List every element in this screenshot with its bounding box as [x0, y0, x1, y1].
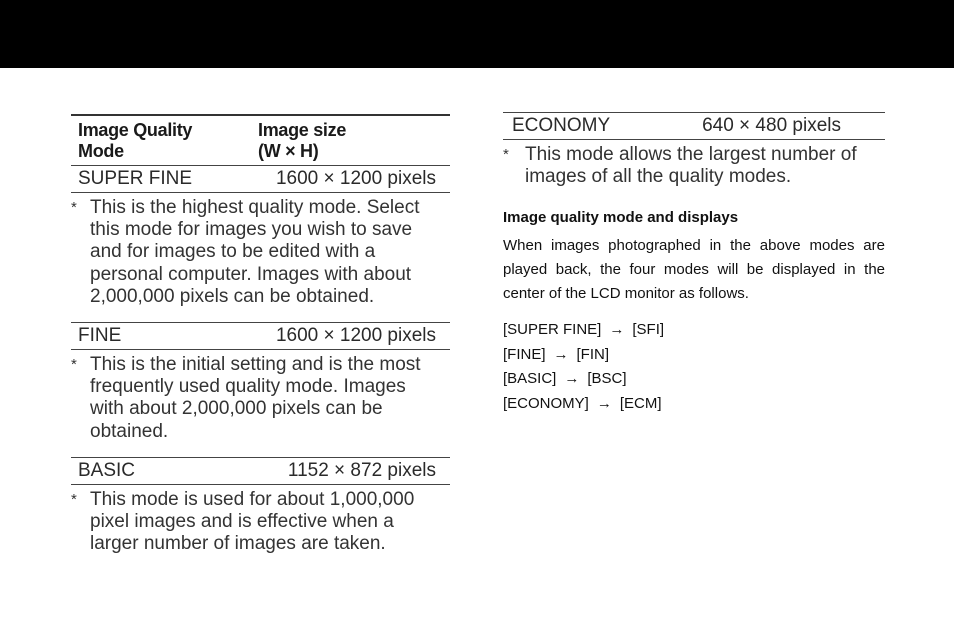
- mode-name: FINE: [78, 325, 122, 347]
- mode-size: 1600 × 1200 pixels: [275, 168, 436, 189]
- mode-size: 1600 × 1200 pixels: [275, 325, 436, 347]
- section-title: Image quality mode and displays: [503, 209, 739, 227]
- mode-size: 1152 × 872 pixels: [287, 459, 436, 481]
- mode-row-fine: [71, 323, 450, 349]
- note-marker: *: [71, 199, 77, 216]
- mode-note-fine: * This is the initial setting and is the most frequently used quality mode. Images with about 2,000,000 pixels can be obtained.: [71, 354, 421, 442]
- table-header: [71, 116, 450, 165]
- mapping-item: [SUPER FINE] → [SFI]: [503, 318, 885, 343]
- note-marker: *: [503, 146, 509, 163]
- mode-name: ECONOMY: [512, 115, 611, 136]
- mapping-item: [ECONOMY] → [ECM]: [503, 392, 885, 417]
- arrow-right-icon: →: [609, 321, 625, 339]
- mode-row-economy: [503, 113, 885, 139]
- arrow-right-icon: →: [553, 345, 569, 363]
- arrow-right-icon: →: [596, 394, 612, 412]
- mode-row-basic: [71, 458, 450, 484]
- header-quality-mode: Image Quality Mode: [78, 120, 193, 161]
- quality-table-right: [503, 112, 885, 416]
- note-marker: *: [71, 356, 77, 374]
- mapping-item: [BASIC] → [BSC]: [503, 367, 885, 392]
- quality-table-left: [71, 114, 450, 555]
- mapping-item: [FINE] → [FIN]: [503, 343, 885, 368]
- header-image-size: Image size (W × H): [258, 120, 347, 161]
- mode-note-economy: * This mode allows the largest number of images of all the quality modes.: [503, 144, 857, 188]
- mode-name: BASIC: [78, 459, 136, 481]
- top-black-bar: [0, 0, 954, 68]
- mode-note-basic: * This mode is used for about 1,000,000 pixel images and is effective when a larger number of images are taken.: [71, 488, 415, 555]
- mode-note-super-fine: * This is the highest quality mode. Select this mode for images you wish to save and for images to be edited with a personal computer. Images with about 2,000,000 pixels can be obtained.: [71, 197, 420, 307]
- note-marker: *: [71, 490, 77, 508]
- mode-row-super-fine: [71, 166, 450, 192]
- arrow-right-icon: →: [564, 370, 580, 388]
- mode-name: SUPER FINE: [78, 168, 193, 189]
- mode-size: 640 × 480 pixels: [702, 115, 841, 136]
- section-paragraph: When images photographed in the above modes are played back, the four modes will be displayed in the center of the LCD monitor as follows.: [503, 237, 885, 303]
- display-mapping-list: [503, 318, 885, 416]
